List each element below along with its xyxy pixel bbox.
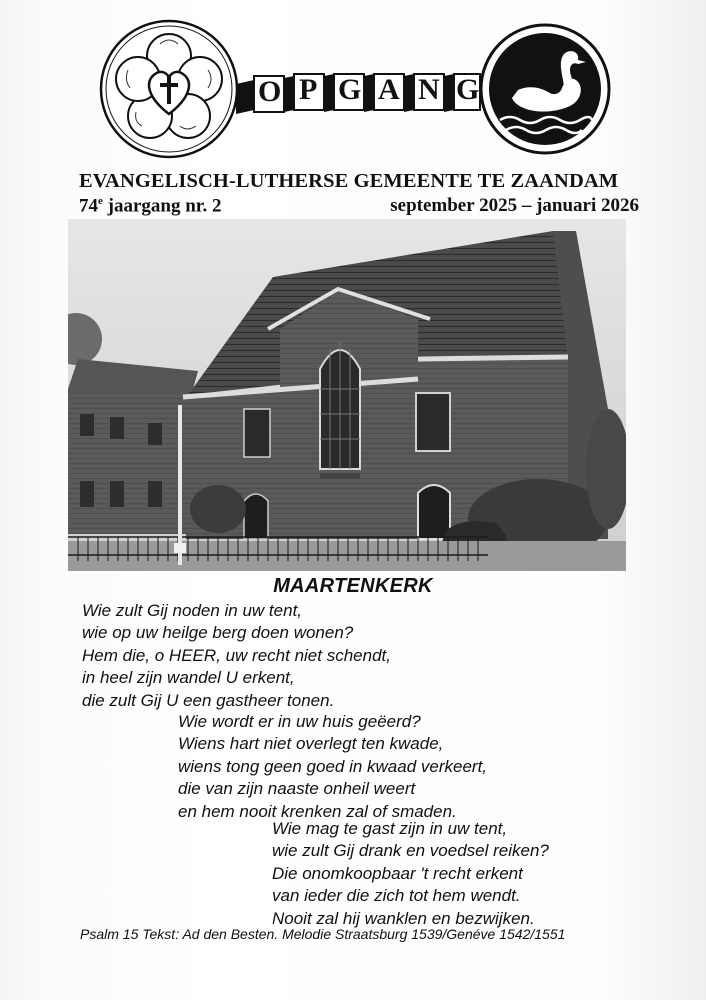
poem-stanza-2 <box>178 711 487 823</box>
poem-line: Wie zult Gij noden in uw tent, <box>82 601 303 620</box>
poem-line: die van zijn naaste onheil weert <box>178 779 416 799</box>
church-name-heading: MAARTENKERK <box>273 575 433 597</box>
poem-line: Nooit zal hij wanklen en bezwijken. <box>272 908 535 928</box>
poem-line: Wiens hart niet overlegt ten kwade, <box>178 734 444 754</box>
psalm-credit: Psalm 15 Tekst: Ad den Besten. Melodie Straatsburg 1539/Genéve 1542/1551 <box>80 926 566 942</box>
title-letter: P <box>299 73 318 106</box>
poem-line: Hem die, o HEER, uw recht niet schendt, <box>82 645 391 665</box>
luther-rose-emblem <box>98 18 240 160</box>
poem-line: Die onomkoopbaar 't recht erkent <box>272 863 523 883</box>
issue-period: september 2025 – januari 2026 <box>390 195 639 216</box>
title-letter: G <box>456 73 480 106</box>
poem-line: in heel zijn wandel U erkent, <box>82 668 295 688</box>
poem-line: die zult Gij U een gastheer tonen. <box>82 690 335 710</box>
poem-line: van ieder die zich tot hem wendt. <box>272 886 521 906</box>
volume-issue <box>79 195 221 217</box>
volume-number: 74 <box>79 195 98 217</box>
poem-stanza-3 <box>272 818 549 930</box>
poem-line: wiens tong geen goed in kwaad verkeert, <box>178 756 488 776</box>
title-letter: O <box>258 75 282 108</box>
swan-emblem <box>478 22 612 156</box>
church-photo <box>68 219 626 571</box>
poem-line: Wie wordt er in uw huis geëerd? <box>178 712 421 731</box>
volume-text: jaargang nr. 2 <box>102 195 222 217</box>
volume-suffix: e <box>98 195 103 207</box>
poem-line: wie zult Gij drank en voedsel reiken? <box>272 841 549 861</box>
title-letter: A <box>378 73 400 106</box>
title-letter: N <box>418 73 440 106</box>
issue-info <box>79 195 639 221</box>
title-letter: G <box>338 73 362 106</box>
poem-stanza-1 <box>82 600 391 712</box>
poem-line: Wie mag te gast zijn in uw tent, <box>272 819 508 838</box>
poem-line: en hem nooit krenken zal of smaden. <box>178 801 457 821</box>
poem-line: wie op uw heilge berg doen wonen? <box>82 623 354 643</box>
congregation-name: EVANGELISCH-LUTHERSE GEMEENTE TE ZAANDAM <box>79 170 619 192</box>
newsletter-title-banner <box>236 66 482 118</box>
